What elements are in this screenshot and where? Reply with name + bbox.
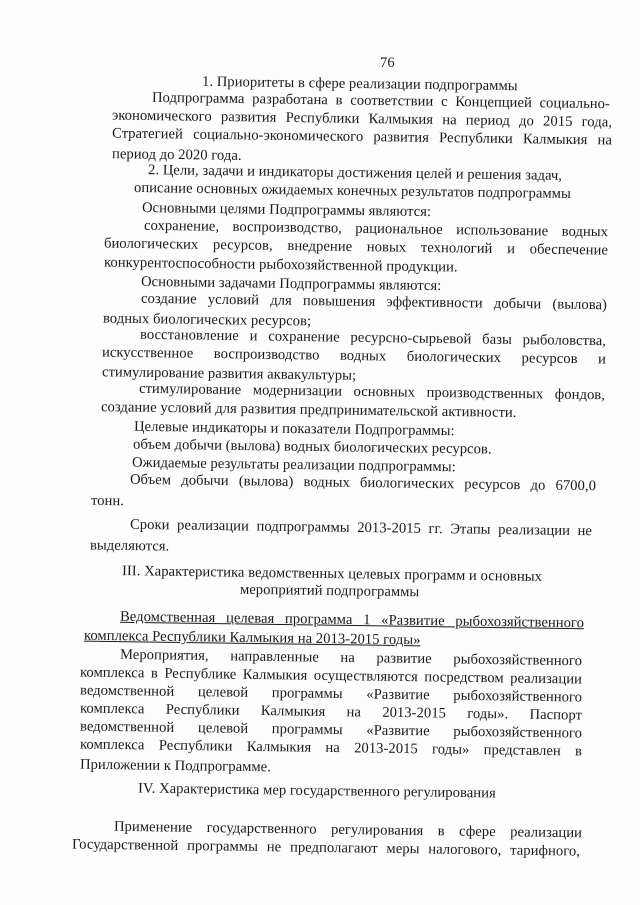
program-text-line: Мероприятия, направленные на развитие рыбохозяйственного [119, 646, 583, 670]
paragraph-line: Подпрограмма разработана в соответствии с Концепцией социально- [151, 89, 611, 113]
program-text-line: комплекса Республики Калмыкия на 2013-2015 годы». Паспорт [79, 700, 583, 724]
program-text-line: Приложении к Подпрограмме. [79, 756, 272, 776]
paragraph-line: период до 2020 года. [111, 146, 242, 164]
program-title: комплекса Республики Калмыкия на 2013-2015 годы» [83, 627, 421, 649]
program-text-line: ведомственной целевой программы «Развитие рыбохозяйственного [79, 682, 583, 706]
paragraph-line: Стратегией социально-экономического развития Республики Калмыкия на [111, 125, 613, 149]
section-heading-goals: описание основных ожидаемых конечных результатов подпрограммы [133, 179, 571, 203]
terms-line: Сроки реализации подпрограммы 2013-2015 гг. Этапы реализации не [129, 516, 593, 540]
goal-item: конкурентоспособности рыбохозяйственной продукции. [103, 254, 458, 276]
page-number: 76 [380, 55, 395, 71]
result-item: Объем добычи (вылова) водных биологических ресурсов до 6700,0 [129, 471, 597, 495]
paragraph-line: экономического развития Республики Калмыкия на период до 2015 года, [111, 107, 613, 131]
indicator-item: объем добычи (вылова) водных биологических ресурсов. [132, 436, 492, 458]
terms-line: выделяются. [89, 537, 170, 555]
results-intro: Ожидаемые результаты реализации подпрограммы: [131, 454, 456, 476]
section-heading-goals: 2. Цели, задачи и индикаторы достижения целей и решения задач, [147, 162, 563, 184]
program-text-line: ведомственной целевой программы «Развитие рыбохозяйственного [79, 718, 583, 742]
goal-item: сохранение, воспроизводство, рациональное использование водных [143, 217, 609, 241]
regulation-text-line: Применение государственного регулирования в сфере реализации [113, 818, 583, 842]
task-item: создание условий для повышения эффективности добычи (вылова) [140, 290, 608, 314]
program-title: Ведомственная целевая программа 1 «Развитие рыбохозяйственного [119, 608, 585, 632]
task-item: стимулирование развития аквакультуры; [101, 364, 357, 384]
task-item: восстановление и сохранение ресурсно-сырьевой базы рыболовства, [139, 326, 607, 350]
section-heading-programs: III. Характеристика ведомственных целевых программ и основных [121, 563, 543, 585]
task-item: создание условий для развития предпринимательской активности. [100, 399, 517, 421]
section-heading-priorities: 1. Приоритеты в сфере реализации подпрограммы [201, 73, 518, 95]
section-heading-regulation: IV. Характеристика мер государственного регулирования [137, 780, 496, 802]
section-heading-programs: мероприятий подпрограммы [239, 581, 420, 601]
task-item: стимулирование модернизации основных производственных фондов, [138, 380, 606, 404]
tasks-intro: Основными задачами Подпрограммы являются: [140, 273, 442, 295]
goals-intro: Основными целями Подпрограммы являются: [141, 199, 432, 221]
program-text-line: комплекса Республики Калмыкия на 2013-2015 годы» представлен в [79, 736, 583, 760]
indicators-intro: Целевые индикаторы и показатели Подпрограммы: [133, 418, 455, 440]
program-text-line: комплекса в Республике Калмыкия осуществляются посредством реализации [79, 664, 583, 688]
goal-item: биологических ресурсов, внедрение новых технологий и обеспечение [103, 235, 609, 259]
task-item: искусственное воспроизводство водных биологических ресурсов и [101, 344, 607, 368]
result-item: тонн. [90, 492, 125, 510]
regulation-text-line: Государственной программы не предполагают меры налогового, тарифного, [71, 836, 581, 860]
task-item: водных биологических ресурсов; [102, 310, 312, 330]
